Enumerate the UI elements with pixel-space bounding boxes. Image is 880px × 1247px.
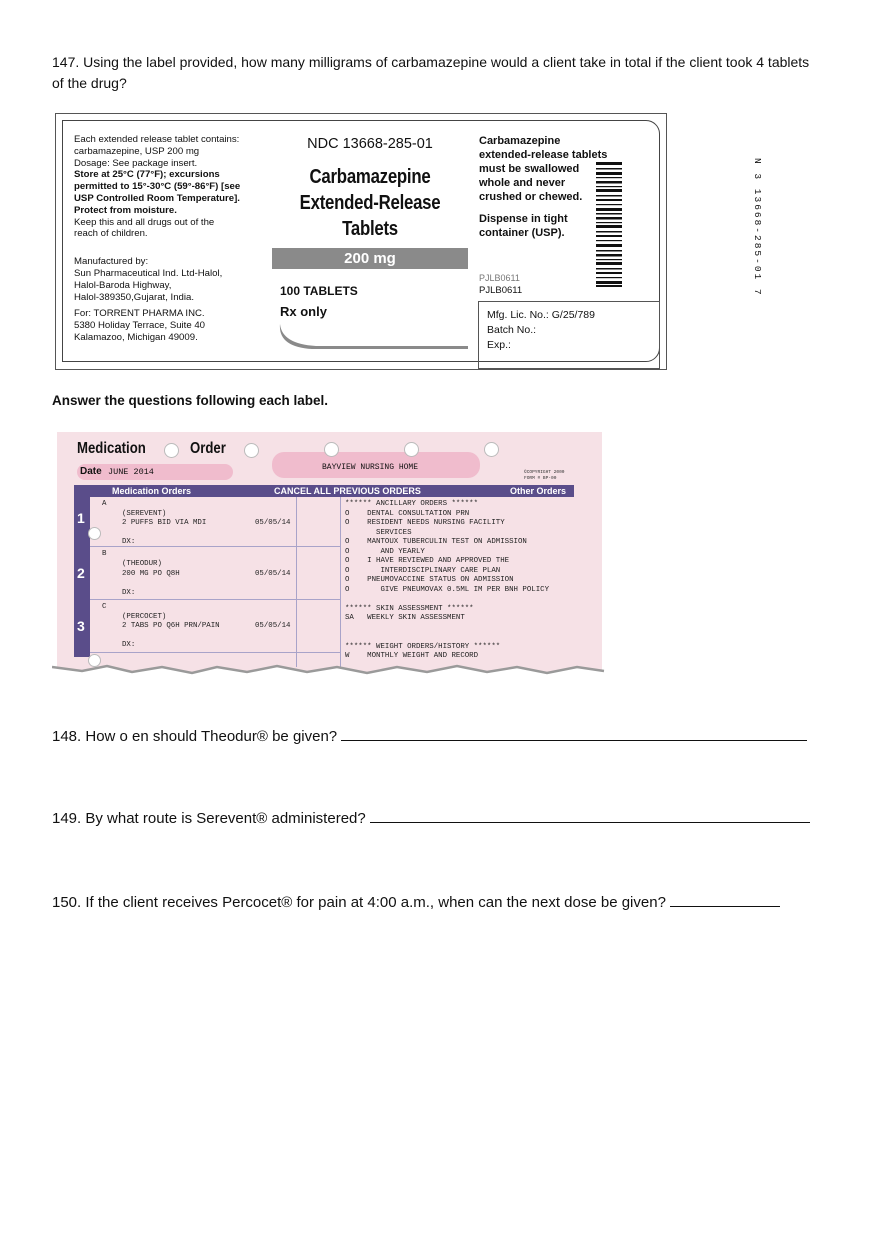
label-line: Protect from moisture. xyxy=(74,204,177,216)
col-other-orders: Other Orders xyxy=(510,486,567,496)
order-sig: 2 TABS PO Q6H PRN/PAIN xyxy=(122,622,220,630)
order-dx: DX: xyxy=(122,589,136,597)
tablet-count: 100 TABLETS xyxy=(280,284,358,298)
swallow-warning: Carbamazepine extended-release tablets must be swallowed whole and never crushed or chewed. xyxy=(479,135,608,203)
sheet-title: Medication xyxy=(77,440,146,457)
rx-only: Rx only xyxy=(280,304,327,319)
order-number: 1 xyxy=(77,510,85,526)
drug-name xyxy=(286,164,454,242)
question-150 xyxy=(52,892,780,913)
col-medication-orders: Medication Orders xyxy=(112,486,192,496)
col-cancel-previous: CANCEL ALL PREVIOUS ORDERS xyxy=(274,486,421,496)
order-number: 3 xyxy=(77,618,85,634)
other-order-line: SA WEEKLY SKIN ASSESSMENT xyxy=(345,614,465,622)
barcode-icon xyxy=(596,162,622,287)
dispense-note: Dispense in tight container (USP). xyxy=(479,213,568,239)
label-line: reach of children. xyxy=(74,228,148,240)
facility-name: BAYVIEW NURSING HOME xyxy=(322,463,419,472)
other-order-line: O I HAVE REVIEWED AND APPROVED THE xyxy=(345,557,510,565)
order-sig: 2 PUFFS BID VIA MDI xyxy=(122,519,207,527)
lot-number-faded: PJLB0611 xyxy=(479,273,520,283)
label-line: Dosage: See package insert. xyxy=(74,157,198,169)
label-center-panel xyxy=(270,134,470,269)
other-order-line: O MANTOUX TUBERCULIN TEST ON ADMISSION xyxy=(345,538,527,546)
answer-blank-150[interactable] xyxy=(670,892,780,907)
order-dx: DX: xyxy=(122,538,136,546)
punch-hole-icon xyxy=(88,527,101,540)
label-line: USP Controlled Room Temperature]. xyxy=(74,192,240,204)
mfg-license: Mfg. Lic. No.: G/25/789 xyxy=(487,309,595,321)
lot-number: PJLB0611 xyxy=(479,285,523,296)
question-150-text: 150. If the client receives Percocet® for pain at 4:00 a.m., when can the next dose be given? xyxy=(52,894,671,911)
question-148-text: 148. How o en should Theodur® be given? xyxy=(52,728,342,745)
answer-blank-149[interactable] xyxy=(370,808,810,823)
grid-line xyxy=(90,652,340,653)
punch-hole-icon xyxy=(244,443,259,458)
order-drug: (PERCOCET) xyxy=(122,613,167,621)
other-order-line: SERVICES xyxy=(345,528,412,537)
batch-number: Batch No.: xyxy=(487,324,537,336)
orders-header-bar xyxy=(74,485,574,497)
order-drug: (THEODUR) xyxy=(122,560,162,568)
grid-line xyxy=(340,497,341,667)
other-order-line: O AND YEARLY xyxy=(345,547,425,556)
other-order-line xyxy=(345,624,549,634)
barcode-digits-text: N 3 13668-285-01 7 xyxy=(752,158,763,297)
punch-hole-icon xyxy=(404,442,419,457)
order-letter: A xyxy=(102,500,107,508)
answer-blank-148[interactable] xyxy=(341,726,807,741)
label-line: Halol-389350,Gujarat, India. xyxy=(74,291,194,303)
label-line: 5380 Holiday Terrace, Suite 40 xyxy=(74,320,206,332)
date-label: Date xyxy=(80,466,102,477)
other-order-line xyxy=(345,595,549,605)
date-value: JUNE 2014 xyxy=(108,467,154,477)
question-147: 147. Using the label provided, how many milligrams of carbamazepine would a client take in total if the client took 4 tablets of the drug? xyxy=(52,54,810,91)
order-letter: C xyxy=(102,603,107,611)
drug-name-line2: Extended-Release Tablets xyxy=(299,192,441,240)
punch-hole-icon xyxy=(324,442,339,457)
order-date: 05/05/14 xyxy=(255,519,291,527)
label-line: Manufactured by: xyxy=(74,256,149,268)
drug-name-line1: Carbamazepine xyxy=(309,166,431,188)
order-sig: 200 MG PO Q8H xyxy=(122,570,180,578)
label-line: Store at 25°C (77°F); excursions xyxy=(74,169,220,181)
strength-bar: 200 mg xyxy=(272,248,468,269)
other-order-line xyxy=(345,633,549,643)
label-line: Sun Pharmaceutical Ind. Ltd-Halol, xyxy=(74,267,223,279)
other-order-line: O INTERDISCIPLINARY CARE PLAN xyxy=(345,566,501,575)
order-date: 05/05/14 xyxy=(255,622,291,630)
question-149 xyxy=(52,808,810,829)
label-line: Each extended release tablet contains: xyxy=(74,134,240,145)
order-letter: B xyxy=(102,550,107,558)
mfg-info xyxy=(487,308,595,353)
order-number: 2 xyxy=(77,565,85,581)
question-148 xyxy=(52,726,807,747)
label-line: carbamazepine, USP 200 mg xyxy=(74,145,200,157)
order-dx: DX: xyxy=(122,641,136,649)
order-drug: (SEREVENT) xyxy=(122,510,167,518)
ndc-number: NDC 13668-285-01 xyxy=(307,136,433,152)
other-order-line: ****** WEIGHT ORDERS/HISTORY ****** xyxy=(345,642,501,651)
label-line: permitted to 15°-30°C (59°-86°F) [see xyxy=(74,181,241,193)
other-order-line: ****** ANCILLARY ORDERS ****** xyxy=(345,500,479,508)
order-date: 05/05/14 xyxy=(255,570,291,578)
grid-line xyxy=(90,599,340,600)
expiry: Exp.: xyxy=(487,339,511,351)
other-order-line: O PNEUMOVACCINE STATUS ON ADMISSION xyxy=(345,576,514,584)
punch-hole-icon xyxy=(164,443,179,458)
other-order-line: W MONTHLY WEIGHT AND RECORD xyxy=(345,652,479,660)
label-right-panel xyxy=(479,134,609,248)
swoosh-graphic xyxy=(276,310,471,350)
label-left-panel xyxy=(74,134,269,344)
grid-line xyxy=(296,497,297,667)
punch-hole-icon xyxy=(484,442,499,457)
label-line: Keep this and all drugs out of the xyxy=(74,216,215,228)
torn-edge-graphic xyxy=(52,655,612,685)
other-orders-list xyxy=(345,500,549,662)
other-order-line: O GIVE PNEUMOVAX 0.5ML IM PER BNH POLICY xyxy=(345,585,550,594)
copyright-note: ©COPYRIGHT 2000 FORM # BP-00 xyxy=(524,470,565,481)
barcode-digits xyxy=(621,158,763,300)
label-line: For: TORRENT PHARMA INC. xyxy=(74,308,205,320)
other-order-line: O DENTAL CONSULTATION PRN xyxy=(345,509,470,518)
label-line: Halol-Baroda Highway, xyxy=(74,279,172,291)
other-order-line: ****** SKIN ASSESSMENT ****** xyxy=(345,604,474,613)
label-line: Kalamazoo, Michigan 49009. xyxy=(74,331,198,343)
instruction-heading: Answer the questions following each label. xyxy=(52,393,329,408)
other-order-line: O RESIDENT NEEDS NURSING FACILITY xyxy=(345,519,505,527)
question-149-text: 149. By what route is Serevent® administered? xyxy=(52,810,370,827)
sheet-order-word: Order xyxy=(190,440,226,457)
